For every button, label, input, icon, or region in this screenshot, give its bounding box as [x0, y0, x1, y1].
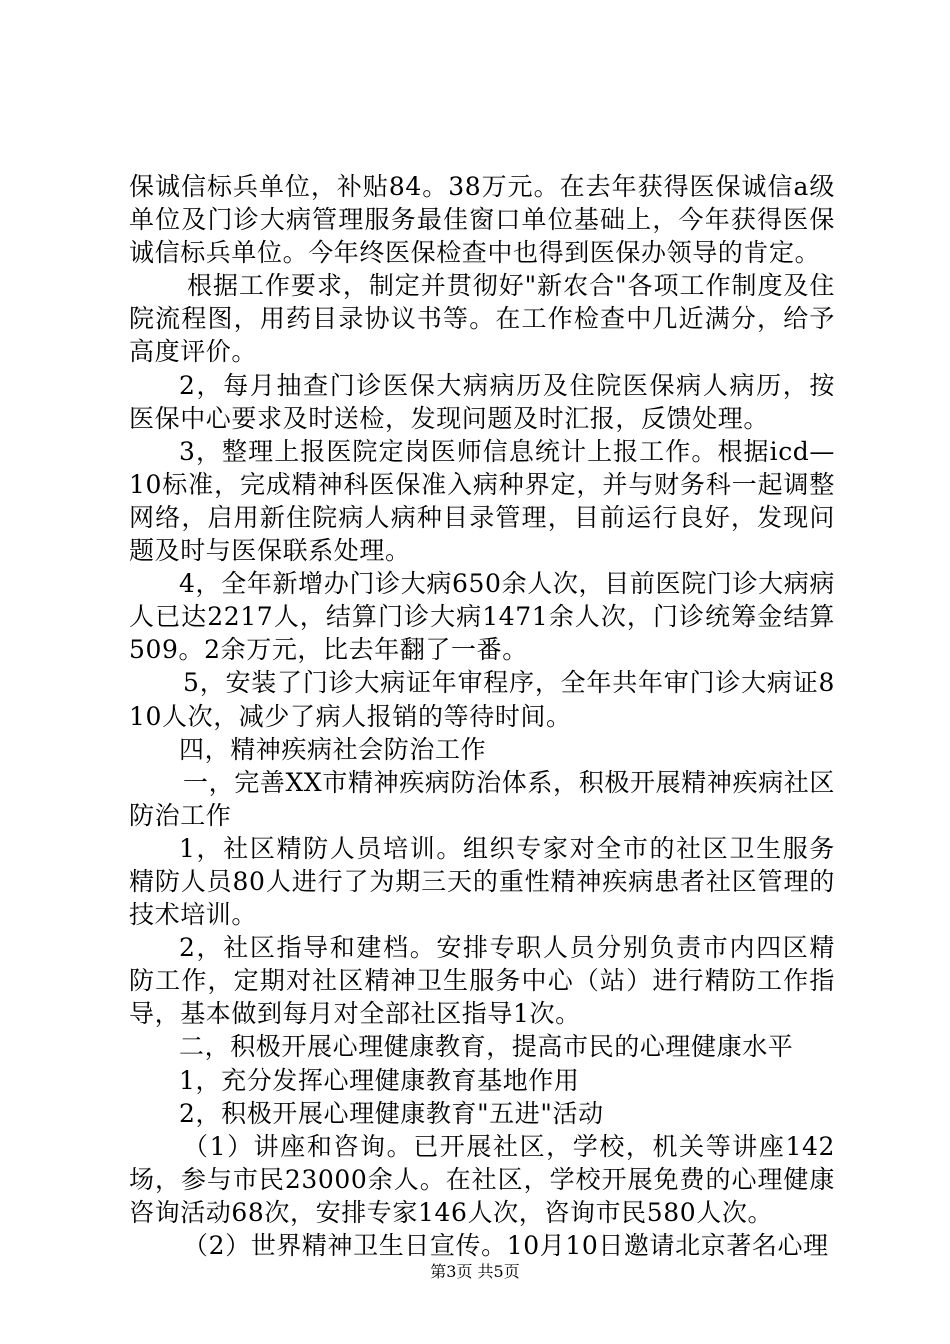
paragraph-4: 3，整理上报医院定岗医师信息统计上报工作。根据icd—10标准，完成精神科医保准入病种界定，并与财务科一起调整网络，启用新住院病人病种目录管理，目前运行良好，发现问题及时与医保联系处理。 — [129, 436, 835, 566]
document-body — [129, 170, 835, 1262]
paragraph-3: 2，每月抽查门诊医保大病病历及住院医保病人病历，按医保中心要求及时送检，发现问题及时汇报，反馈处理。 — [129, 370, 835, 433]
page-number-label: 第3页 共5页 — [430, 1262, 520, 1281]
paragraph-5: 4，全年新增办门诊大病650余人次，目前医院门诊大病病人已达2217人，结算门诊大病1471余人次，门诊统筹金结算509。2余万元，比去年翻了一番。 — [129, 569, 835, 665]
section-heading-4: 四，精神疾病社会防治工作 — [179, 734, 487, 764]
subsection-heading-2: 二，积极开展心理健康教育，提高市民的心理健康水平 — [179, 1032, 794, 1062]
subsection-heading-1: 一，完善XX市精神疾病防治体系，积极开展精神疾病社区防治工作 — [129, 767, 835, 830]
paragraph-9: 1，充分发挥心理健康教育基地作用 — [179, 1065, 580, 1095]
paragraph-8: 2，社区指导和建档。安排专职人员分别负责市内四区精防工作，定期对社区精神卫生服务中心（站）进行精防工作指导，基本做到每月对全部社区指导1次。 — [129, 933, 835, 1029]
paragraph-12: （2）世界精神卫生日宣传。10月10日邀请北京著名心理 — [183, 1231, 829, 1260]
paragraph-10: 2，积极开展心理健康教育"五进"活动 — [179, 1098, 604, 1128]
paragraph-7: 1，社区精防人员培训。组织专家对全市的社区卫生服务精防人员80人进行了为期三天的重性精神疾病患者社区管理的技术培训。 — [129, 833, 835, 930]
page-footer — [0, 1262, 950, 1282]
paragraph-2: 根据工作要求，制定并贯彻好"新农合"各项工作制度及住院流程图，用药目录协议书等。在工作检查中几近满分，给予高度评价。 — [129, 271, 835, 367]
paragraph-11: （1）讲座和咨询。已开展社区，学校，机关等讲座142场，参与市民23000余人。在社区，学校开展免费的心理健康咨询活动68次，安排专家146人次，咨询市民580人次。 — [129, 1131, 835, 1227]
paragraph-1: 保诚信标兵单位，补贴84。38万元。在去年获得医保诚信a级单位及门诊大病管理服务最佳窗口单位基础上，今年获得医保诚信标兵单位。今年终医保检查中也得到医保办领导的肯定。 — [129, 172, 835, 268]
paragraph-6: 5，安装了门诊大病证年审程序，全年共年审门诊大病证810人次，减少了病人报销的等待时间。 — [129, 668, 835, 731]
